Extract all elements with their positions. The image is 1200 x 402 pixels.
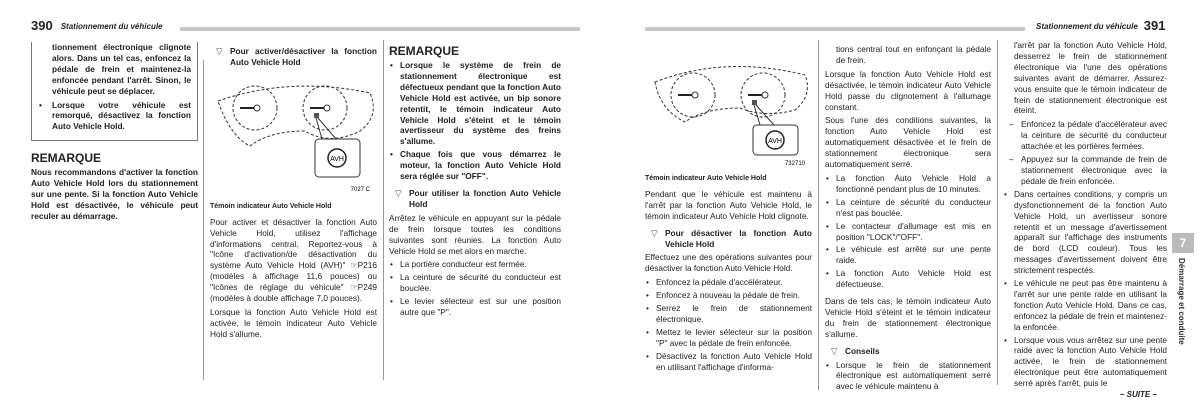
section-title: Stationnement du véhicule (1036, 22, 1138, 31)
avh-icon: AVH (330, 155, 344, 163)
subheading (645, 228, 812, 250)
left-page-header (31, 18, 163, 32)
page-number: 390 (31, 18, 53, 33)
remarque-text: Nous recommandons d'activer la fonction Auto Vehicle Hold lors du stationnement sur une pente. Si la fonction Auto Vehicle Hold est désactivée, le véhicule peut reculer au démarrage. (31, 167, 198, 221)
operation-item: • Mettez le levier sélecteur sur la position "P" avec la pédale de frein enfoncée. (645, 327, 812, 349)
paragraph: tions central tout en enfonçant la pédale de frein. (836, 44, 991, 65)
remarque-bullet: • Lorsque le système de frein de stationnement électronique est défectueux pendant que la fonction Auto Vehicle Hold est activée, un bip sonore retentit, le témoin indicateur Auto Vehicle Hold s'éteint et le témoin avertisseur du système des freins s'allume. (389, 60, 561, 147)
chapter-label: Démarrage et conduite (1177, 258, 1186, 345)
triangle-icon: ▽ (831, 345, 838, 356)
warning-bullet: • Lorsque votre véhicule est remorqué, désactivez la fonction Auto Vehicle Hold. (52, 100, 191, 133)
remarque-heading: REMARQUE (389, 44, 460, 58)
section-title: Stationnement du véhicule (60, 22, 163, 31)
column-1 (31, 42, 198, 225)
column-5 (825, 44, 991, 394)
continued-label: – SUITE – (1120, 390, 1157, 399)
warning-box (31, 42, 198, 141)
condition-item: • La ceinture de sécurité du conducteur est bouclée. (389, 272, 561, 294)
operation-item: • Enfoncez à nouveau la pédale de frein. (645, 290, 812, 301)
header-rule (645, 27, 1025, 31)
subheading (389, 188, 561, 210)
column-divider (383, 40, 384, 380)
figure-code: 732710 (784, 161, 805, 167)
tip-item: • Le véhicule ne peut pas être maintenu à l'arrêt sur une pente raide en utilisant la fonction Auto Vehicle Hold. Dans ce cas, enfoncez la pédale de frein et maintenez-la enfoncée. (1003, 278, 1167, 333)
subheading-text: Pour désactiver la fonction Auto Vehicle Hold (665, 227, 812, 249)
condition-item: • La fonction Auto Vehicle Hold est défectueuse. (825, 268, 991, 290)
figure-caption: Témoin indicateur Auto Vehicle Hold (210, 202, 332, 210)
condition-item: • La fonction Auto Vehicle Hold a fonctionné pendant plus de 10 minutes. (825, 173, 991, 195)
column-divider (203, 60, 204, 380)
column-divider (818, 40, 819, 390)
chapter-tab[interactable]: 7 (1172, 233, 1194, 253)
triangle-icon: ▽ (216, 46, 223, 56)
condition-item: • Le levier sélecteur est sur une position autre que "P". (389, 296, 561, 318)
condition-item: • La ceinture de sécurité du conducteur n'est pas bouclée. (825, 197, 991, 219)
dash-item: – Enfoncez la pédale d'accélérateur avec la ceinture de sécurité du conducteur attachée et les portières fermées. (1003, 119, 1167, 152)
subheading (210, 46, 377, 68)
column-3 (389, 44, 561, 320)
paragraph: l'arrêt par la fonction Auto Vehicle Hold, desserrez le frein de stationnement électronique via l'une des opérations suivantes avant de démarrer. Assurez-vous ensuite que le témoin indicateur de frein de stationnement électronique est éteint. (1014, 40, 1167, 116)
instrument-cluster-figure (210, 71, 377, 196)
tip-item: • Lorsque le frein de stationnement électronique est automatiquement serré avec le véhicule maintenu à (825, 360, 991, 393)
figure-caption: Témoin indicateur Auto Vehicle Hold (645, 174, 767, 182)
subheading-text: Conseils (845, 345, 880, 356)
operation-item: • Enfoncez la pédale d'accélérateur. (645, 277, 812, 288)
column-6 (1003, 40, 1167, 391)
remarque-heading: REMARQUE (31, 151, 102, 166)
paragraph: Pour activer et désactiver la fonction Auto Vehicle Hold, utilisez l'affichage d'informations central. Reportez-vous à "Icône d'activation/de désactivation du système Auto Vehicle Hold (AVH)" ☞P216 (modèles à affichage 11,6 pouces) ou "Icônes de réglage du véhicule" ☞P249 (modèles à double affichage 7,0 pouces). (210, 216, 377, 304)
dash-item: – Appuyez sur la commande de frein de stationnement électronique avec la pédale de frein enfoncée. (1003, 154, 1167, 187)
triangle-icon: ▽ (651, 227, 658, 238)
avh-icon: AVH (768, 138, 782, 145)
operation-item: • Désactivez la fonction Auto Vehicle Hold en utilisant l'affichage d'informa- (645, 351, 812, 373)
figure-code: 7027 C (350, 186, 370, 193)
column-divider (997, 40, 998, 385)
condition-item: • Le contacteur d'allumage est mis en position "LOCK"/"OFF". (825, 221, 991, 243)
page-number: 391 (1143, 18, 1166, 33)
paragraph: Arrêtez le véhicule en appuyant sur la pédale de frein lorsque toutes les conditions suivantes sont réunies. La fonction Auto Vehicle Hold se met alors en marche. (389, 212, 561, 256)
paragraph: Sous l'une des conditions suivantes, la fonction Auto Vehicle Hold est automatiquement désactivée et le frein de stationnement électronique sera automatiquement serré. (825, 115, 991, 170)
paragraph: Dans de tels cas, le témoin indicateur Auto Vehicle Hold s'éteint et le témoin indicateur du frein de stationnement électronique s'allume. (825, 296, 991, 339)
remarque-bullet: • Chaque fois que vous démarrez le moteur, la fonction Auto Vehicle Hold sera réglée sur "OFF". (389, 149, 561, 182)
paragraph: Lorsque la fonction Auto Vehicle Hold est désactivée, le témoin indicateur Auto Vehicle Hold passe du clignotement à l'allumage constant. (825, 68, 991, 112)
tip-item: • Dans certaines conditions, y compris un dysfonctionnement de la fonction Auto Vehicle Hold, un avertisseur sonore retentit et un message d'avertissement apparaît sur l'affichage des instruments de bord (LCD couleur). Tous les messages d'avertissement doivent être strictement respectés. (1003, 189, 1167, 276)
paragraph: Effectuez une des opérations suivantes pour désactiver la fonction Auto Vehicle Hold. (645, 252, 812, 274)
tip-item: • Lorsque vous vous arrêtez sur une pente raide avec la fonction Auto Vehicle Hold activée, le frein de stationnement électronique peut être automatiquement serré après l'arrêt, puis le (1003, 335, 1167, 390)
column-4 (645, 40, 812, 375)
triangle-icon: ▽ (395, 187, 402, 198)
instrument-cluster-figure (645, 40, 812, 168)
subheading (825, 346, 991, 357)
paragraph: Pendant que le véhicule est maintenu à l'arrêt par la fonction Auto Vehicle Hold, le témoin indicateur Auto Vehicle Hold clignote. (645, 188, 812, 221)
condition-item: • La portière conducteur est fermée. (389, 259, 561, 270)
subheading-text: Pour utiliser la fonction Auto Vehicle Hold (409, 187, 561, 209)
subheading-text: Pour activer/désactiver la fonction Auto Vehicle Hold (230, 46, 377, 67)
operation-item: • Serrez le frein de stationnement électronique. (645, 303, 812, 325)
paragraph: Lorsque la fonction Auto Vehicle Hold est activée, le témoin indicateur Auto Vehicle Hold s'allume. (210, 306, 377, 339)
condition-item: • Le véhicule est arrêté sur une pente raide. (825, 244, 991, 266)
right-page-header (1036, 18, 1166, 32)
header-rule (180, 27, 580, 31)
warning-text: tionnement électronique clignote alors. Dans un tel cas, enfoncez la pédale de frein et maintenez-la enfoncée pendant l'arrêt. Sinon, le véhicule peut se déplacer. (52, 42, 191, 96)
column-2 (210, 40, 377, 343)
